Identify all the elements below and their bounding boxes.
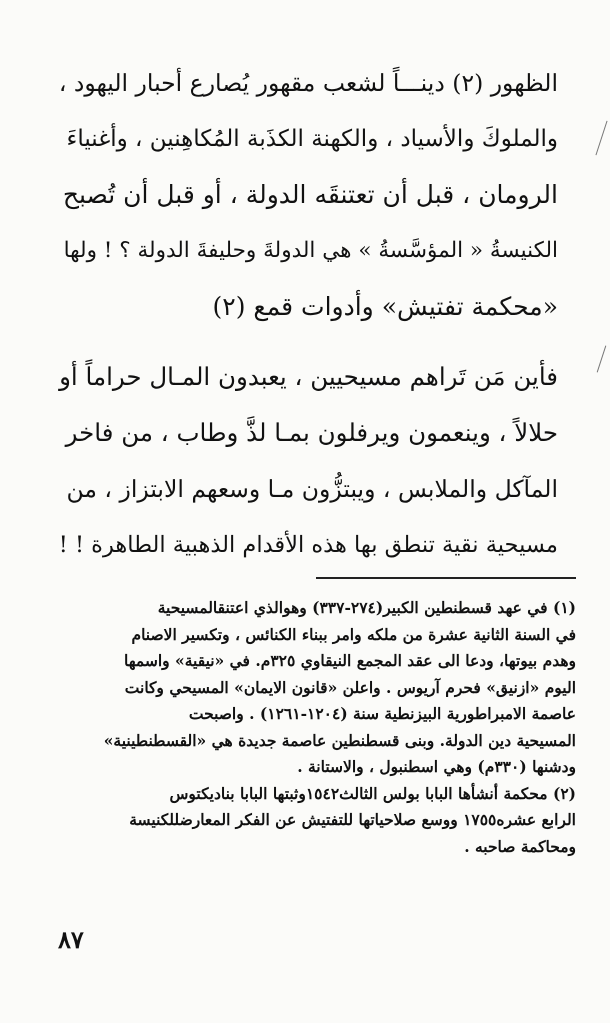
page-number: ٨٧ — [58, 925, 84, 954]
footnote-line: في السنة الثانية عشرة من ملكه وامر ببناء الكنائس ، وتكسير الاصنام — [131, 624, 576, 644]
footnote-line: المسيحية دين الدولة. وبنى قسطنطين عاصمة جديدة هي «القسطنطينية» — [103, 730, 576, 750]
text-line: الكنيسةُ « المؤسَّسةُ » هي الدولةَ وحليفةَ الدولة ؟ ! ولها — [63, 238, 558, 263]
footnote-line: الرابع عشره١٧٥٥ ووسع صلاحياتها للتفتيش عن الفكر المعارضللكنيسة — [129, 810, 576, 829]
paragraph — [58, 55, 558, 335]
text-line: فأين مَن تَراهم مسيحيين ، يعبدون المـال حراماً أو — [59, 362, 558, 391]
text-line: «محكمة تفتيش» وأدوات قمع (٢) — [212, 292, 558, 321]
footnote-line: (١) في عهد قسطنطين الكبير(٢٧٤-٣٣٧) وهوالذي اعتنقالمسيحية — [157, 598, 576, 617]
footnotes — [50, 595, 576, 860]
footnote-line: اليوم «ازنيق» فحرم آريوس . واعلن «قانون الايمان» المسيحي وكانت — [124, 677, 576, 697]
text-line: حلالاً ، وينعمون ويرفلون بمـا لذَّ وطاب ، من فاخر — [65, 418, 558, 447]
margin-scan-mark — [595, 121, 607, 156]
text-line: الرومان ، قبل أن تعتنقَه الدولة ، أو قبل أن تُصبح — [62, 180, 558, 209]
footnote-line: ودشنها (٣٣٠م) وهي اسطنبول ، والاستانة . — [297, 757, 576, 776]
footnote-separator — [316, 577, 576, 579]
footnote-line: عاصمة الامبراطورية البيزنطية سنة (١٢٠٤-١٢٦١) . واصبحت — [188, 704, 576, 723]
margin-scan-mark — [597, 346, 607, 373]
footnote-line: ومحاكمة صاحبه . — [464, 836, 576, 856]
paragraph — [58, 349, 558, 573]
text-line: المآكل والملابس ، ويبتزُّون مـا وسعهم الابتزاز ، من — [66, 475, 558, 503]
text-line: الظهور (٢) دينـــاً لشعب مقهور يُصارع أحبار اليهود ، — [58, 69, 558, 97]
text-line: والملوكَ والأسياد ، والكهنة الكذَبة المُكاهِنين ، وأغنياءَ — [66, 126, 558, 152]
main-text — [58, 55, 558, 573]
footnote-line: (٢) محكمة أنشأها البابا بولس الثالث١٥٤٢وثبتها البابا بناديكتوس — [169, 783, 576, 803]
footnote-line: وهدم بيوتها، ودعا الى عقد المجمع النيقاوي ٣٢٥م. في «نيقية» واسمها — [124, 651, 576, 670]
text-line: مسيحية نقية تنطق بها هذه الأقدام الذهبية الطاهرة ! ! — [58, 532, 558, 558]
